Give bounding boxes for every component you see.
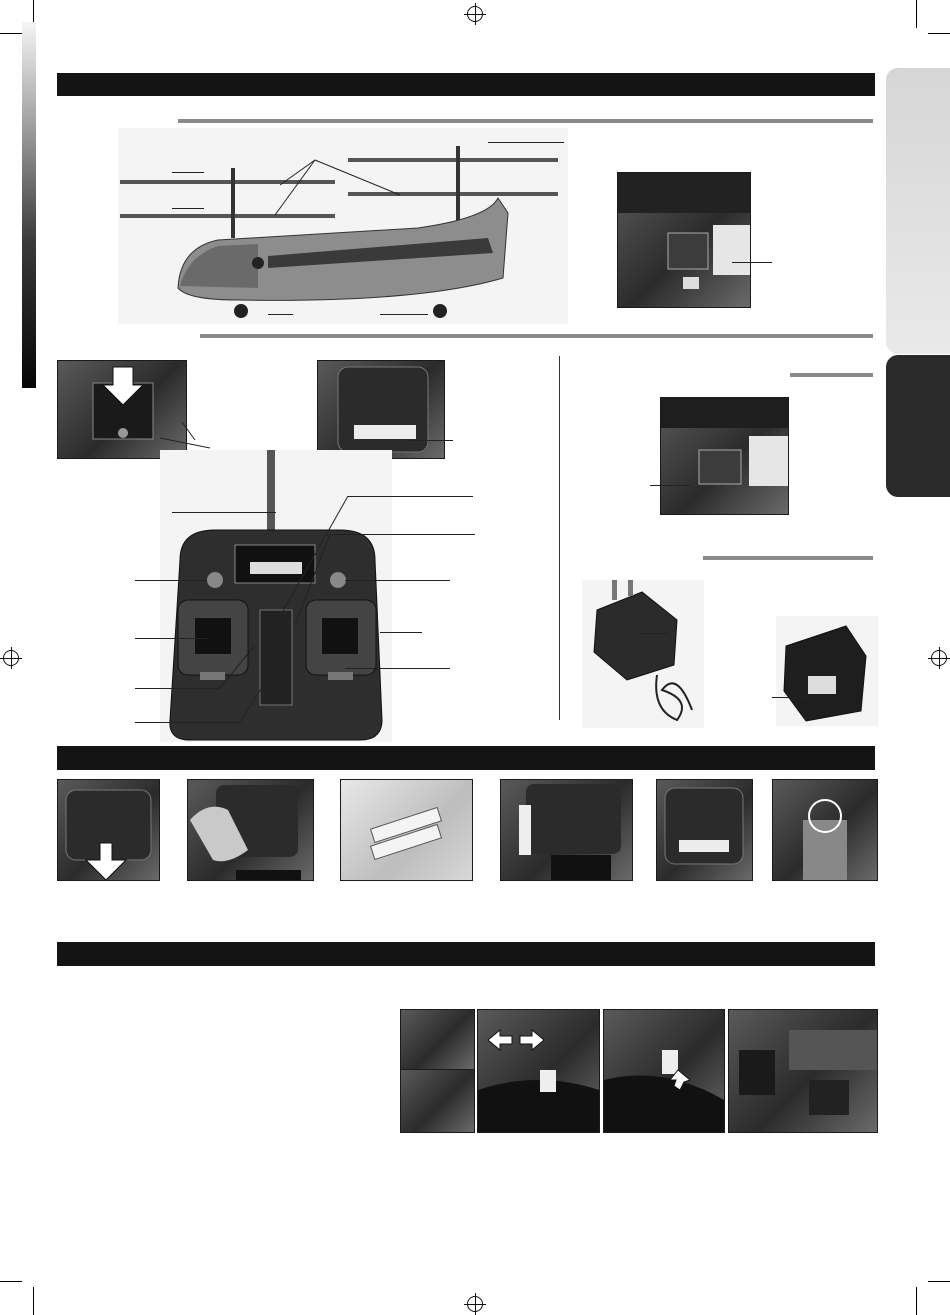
section-header-bar <box>57 73 875 96</box>
charge-step-photo-1a <box>400 1009 475 1070</box>
rotor-callout-lines <box>260 150 410 220</box>
subsection-rule <box>790 373 873 377</box>
color-calibration-strip <box>22 22 36 388</box>
step-photo-3 <box>340 779 473 881</box>
registration-crosshair-icon <box>467 6 483 22</box>
section-header-bar <box>57 746 875 770</box>
leader-line <box>772 697 812 698</box>
leader-line <box>348 496 473 497</box>
crop-mark <box>0 1281 22 1282</box>
charger-base-photo <box>776 616 878 726</box>
crop-mark <box>916 1287 917 1315</box>
language-tab[interactable] <box>886 355 950 497</box>
leader-line <box>732 262 772 263</box>
callout-lines <box>215 495 350 725</box>
leader-line <box>640 633 668 634</box>
step-photo-2 <box>187 779 314 881</box>
leader-line <box>330 534 475 535</box>
leader-line <box>268 314 293 315</box>
leader-line <box>488 142 564 143</box>
crop-mark <box>928 1281 950 1282</box>
leader-line <box>135 580 207 581</box>
registration-crosshair-icon <box>931 650 947 666</box>
leader-line <box>380 314 428 315</box>
step-photo-5 <box>656 779 753 881</box>
charge-step-photo-4 <box>728 1009 878 1133</box>
battery-connector-photo <box>617 172 751 308</box>
registration-crosshair-icon <box>3 650 19 666</box>
section-header-bar <box>57 942 875 966</box>
language-tab-label <box>886 355 950 497</box>
step-photo-4 <box>500 779 633 881</box>
step-photo-1 <box>57 779 160 881</box>
side-tab-inactive <box>886 68 950 354</box>
column-divider <box>559 356 560 720</box>
registration-crosshair-icon <box>467 1296 483 1312</box>
leader-line <box>345 668 450 669</box>
crop-mark <box>0 33 22 34</box>
subsection-rule <box>703 556 873 560</box>
charge-step-photo-3 <box>603 1009 725 1133</box>
battery-compartment-photo <box>317 360 445 459</box>
subsection-rule <box>178 119 873 123</box>
charge-step-photo-1b <box>400 1069 475 1133</box>
leader-line <box>650 485 690 486</box>
connector-closeup-photo <box>660 397 789 515</box>
leader-line <box>345 580 450 581</box>
leader-line <box>408 440 453 441</box>
leader-line <box>172 172 204 173</box>
leader-line <box>135 638 207 639</box>
step-photo-6 <box>772 779 878 881</box>
leader-line <box>172 208 204 209</box>
crop-mark <box>33 1287 34 1315</box>
leader-line <box>135 688 220 689</box>
leader-line <box>380 632 422 633</box>
charge-step-photo-2 <box>477 1009 600 1133</box>
crop-mark <box>916 0 917 28</box>
crop-mark <box>928 33 950 34</box>
subsection-rule <box>200 334 873 338</box>
ac-adapter-photo <box>582 580 704 728</box>
